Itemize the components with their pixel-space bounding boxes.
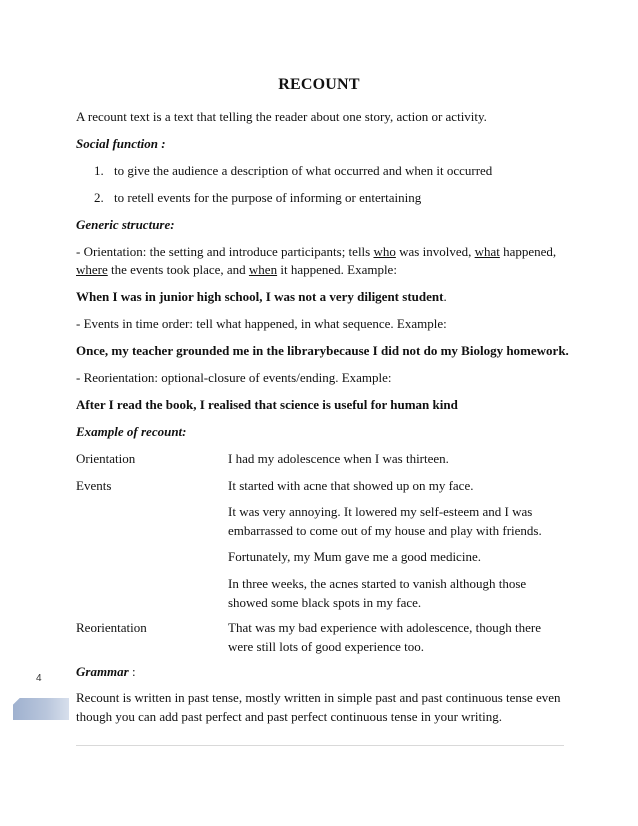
orientation-example [76,287,447,306]
grammar-heading: Grammar [76,664,129,679]
generic-structure-heading: Generic structure: [76,217,175,232]
events-example: Once, my teacher grounded me in the librarybecause I did not do my Biology homework. [76,343,569,358]
grammar-text: Recount is written in past tense, mostly written in simple past and past continuous tense even though you can add past perfect and past perfect continuous tense in your writing. [76,690,561,724]
example-heading: Example of recount: [76,424,187,439]
list-number: 1. [94,163,104,178]
page-tab-decoration [13,698,69,720]
example-bold-text: When I was in junior high school, I was not a very diligent student [76,289,444,304]
text-span: happened, [499,244,557,259]
orientation-definition-line1 [76,242,556,261]
events-label: Events [76,478,112,493]
reorientation-example: After I read the book, I realised that science is useful for human kind [76,397,458,412]
text-span: it happened. Example: [277,262,397,277]
events-definition: - Events in time order: tell what happened, in what sequence. Example: [76,316,447,331]
events-text: It started with acne that showed up on my face. [228,478,474,493]
intro-text: A recount text is a text that telling the reader about one story, action or activity. [76,109,487,124]
orientation-text: I had my adolescence when I was thirteen. [228,451,449,466]
reorientation-label: Reorientation [76,620,147,635]
events-text: It was very annoying. It lowered my self-esteem and I was embarrassed to come out of my house and play with friends. [228,504,542,538]
underlined-where: where [76,262,108,277]
events-text: Fortunately, my Mum gave me a good medicine. [228,549,481,564]
reorientation-text: That was my bad experience with adolescence, though there were still lots of good experience too. [228,620,541,654]
text-span: . [443,289,447,304]
underlined-what: what [474,244,500,259]
text-span: the events took place, and [107,262,249,277]
page-number: 4 [36,673,42,684]
text-span: : [128,664,136,679]
orientation-definition-line2 [76,260,397,279]
footer-divider [76,745,564,746]
social-function-heading: Social function : [76,136,166,151]
page-title: RECOUNT [278,76,360,93]
list-item [94,188,421,207]
text-span: was involved, [395,244,475,259]
events-text: In three weeks, the acnes started to vanish although those showed some black spots in my face. [228,576,527,610]
list-text: to retell events for the purpose of informing or entertaining [114,190,422,205]
list-number: 2. [94,190,104,205]
grammar-heading-line [76,662,136,681]
orientation-label: Orientation [76,451,136,466]
list-item [94,161,492,180]
underlined-when: when [248,262,278,277]
text-span: - Orientation: the setting and introduce participants; tells [76,244,374,259]
reorientation-definition: - Reorientation: optional-closure of events/ending. Example: [76,370,392,385]
list-text: to give the audience a description of what occurred and when it occurred [114,163,493,178]
underlined-who: who [373,244,396,259]
